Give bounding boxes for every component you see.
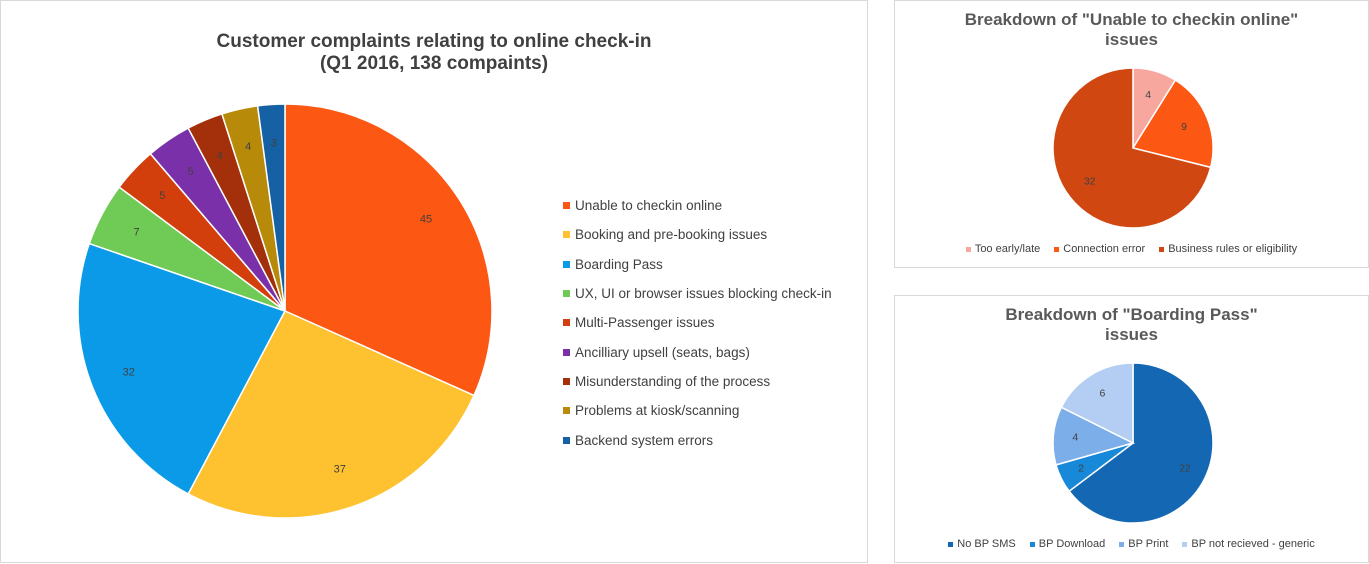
bp-legend-swatch [948,542,953,547]
bp-legend-label: BP Print [1128,538,1169,550]
main-legend-item-ux-ui-or-browser-issues-blocking-check-in [563,279,832,308]
main-legend-swatch [563,290,570,297]
bp-data-label-bp-print: 4 [1072,431,1079,444]
bp-legend-label: BP not recieved - generic [1191,538,1315,550]
main-legend-swatch [563,407,570,414]
checkin-data-label-too-early-late: 4 [1145,88,1152,101]
boarding-pass-breakdown-panel [894,295,1369,563]
checkin-legend-item-business-rules-or-eligibility [1159,243,1297,255]
checkin-breakdown-legend [895,243,1368,255]
main-legend-swatch [563,349,570,356]
checkin-breakdown-title-line2: issues [1105,30,1158,49]
main-data-label-misunderstanding-of-the-process: 4 [216,150,223,163]
main-legend-item-problems-at-kiosk-scanning [563,396,832,425]
main-data-label-problems-at-kiosk-scanning: 4 [245,141,252,154]
main-legend-item-multi-passenger-issues [563,308,832,337]
checkin-legend-label: Connection error [1063,243,1146,255]
boarding-pass-breakdown-title-line1: Breakdown of "Boarding Pass" [1005,305,1258,324]
boarding-pass-breakdown-pie-chart [895,296,1369,564]
bp-legend-item-bp-download [1030,538,1105,550]
boarding-pass-breakdown-legend [895,538,1368,550]
checkin-legend-swatch [1054,247,1059,252]
bp-data-label-bp-not-recieved-generic: 6 [1099,387,1106,400]
main-legend-label: Problems at kiosk/scanning [575,403,740,419]
checkin-legend-item-too-early-late [966,243,1040,255]
main-legend-label: Backend system errors [575,432,714,448]
main-legend-item-booking-and-pre-booking-issues [563,220,832,249]
main-legend-swatch [563,378,570,385]
main-legend-swatch [563,319,570,326]
main-legend-swatch [563,437,570,444]
bp-legend-label: No BP SMS [957,538,1016,550]
checkin-data-label-connection-error: 9 [1181,121,1187,134]
main-legend-label: Boarding Pass [575,256,663,272]
main-legend-item-unable-to-checkin-online [563,191,832,220]
main-legend-swatch [563,202,570,209]
bp-legend-swatch [1119,542,1124,547]
bp-legend-swatch [1182,542,1187,547]
bp-data-label-no-bp-sms: 22 [1179,462,1191,475]
main-data-label-backend-system-errors: 3 [270,137,277,150]
bp-legend-label: BP Download [1038,538,1106,550]
main-legend-item-boarding-pass [563,250,832,279]
main-chart-legend [563,191,832,455]
main-legend-label: Booking and pre-booking issues [575,227,768,243]
bp-legend-swatch [1030,542,1035,547]
checkin-legend-swatch [1159,247,1164,252]
checkin-breakdown-pie-chart [895,1,1369,269]
main-data-label-ancilliary-upsell-seats-bags: 5 [187,165,194,178]
checkin-legend-item-connection-error [1054,243,1145,255]
bp-data-label-bp-download: 2 [1078,462,1085,475]
main-data-label-ux-ui-or-browser-issues-blocking-check-in: 7 [133,226,140,239]
bp-legend-item-no-bp-sms [948,538,1016,550]
boarding-pass-breakdown-title-line2: issues [1105,325,1158,344]
bp-legend-item-bp-not-recieved-generic [1182,538,1314,550]
main-data-label-boarding-pass: 32 [122,366,135,379]
main-chart-title-line2: (Q1 2016, 138 compaints) [319,53,549,74]
checkin-legend-label: Too early/late [974,243,1041,255]
main-legend-item-backend-system-errors [563,425,832,454]
checkin-legend-label: Business rules or eligibility [1168,243,1298,255]
checkin-data-label-business-rules-or-eligibility: 32 [1083,175,1096,188]
main-legend-label: Misunderstanding of the process [575,373,771,389]
main-legend-swatch [563,231,570,238]
main-chart-title-line1: Customer complaints relating to online check-in [216,31,652,52]
main-legend-swatch [563,261,570,268]
bp-legend-item-bp-print [1119,538,1168,550]
main-legend-label: Multi-Passenger issues [575,315,715,331]
main-legend-label: Unable to checkin online [575,198,723,214]
main-legend-label: UX, UI or browser issues blocking check-in [575,286,832,302]
checkin-breakdown-title-line1: Breakdown of "Unable to checkin online" [964,10,1299,29]
checkin-breakdown-panel [894,0,1369,268]
main-data-label-multi-passenger-issues: 5 [159,190,166,203]
checkin-legend-swatch [966,247,971,252]
main-legend-item-ancilliary-upsell-seats-bags [563,337,832,366]
main-legend-item-misunderstanding-of-the-process [563,367,832,396]
main-legend-label: Ancilliary upsell (seats, bags) [575,344,750,360]
main-data-label-unable-to-checkin-online: 45 [419,213,433,226]
main-data-label-booking-and-pre-booking-issues: 37 [333,463,346,476]
